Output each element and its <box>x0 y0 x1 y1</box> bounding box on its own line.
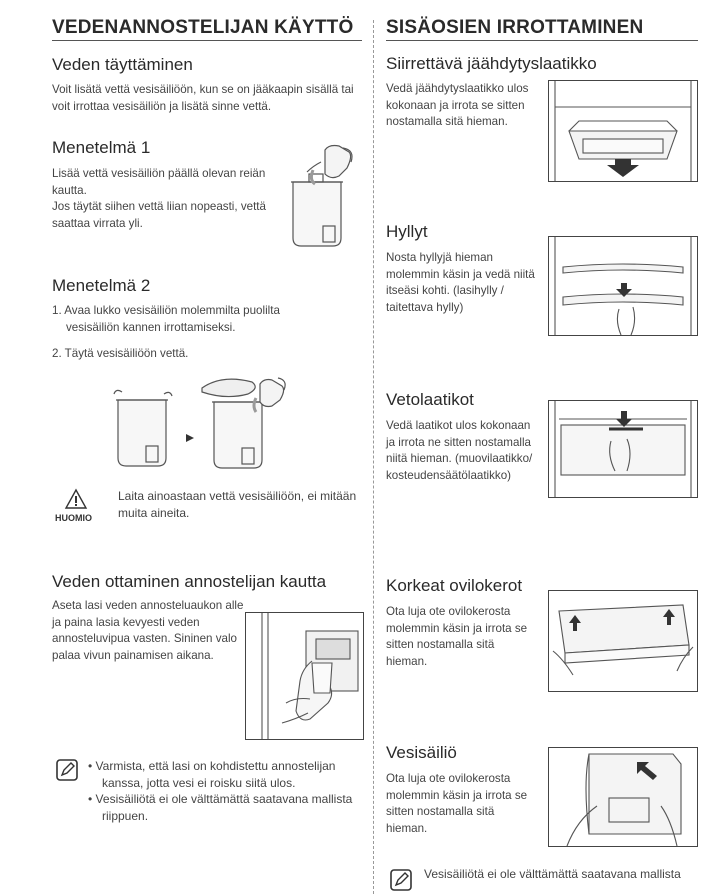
method1-illustration <box>283 140 363 252</box>
door-bins-heading: Korkeat ovilokerot <box>386 576 523 595</box>
chiller-drawer-illustration <box>548 80 698 182</box>
warning-icon <box>64 488 88 510</box>
caution-text: Laita ainoastaan vettä vesisäiliöön, ei mitään muita aineita. <box>118 489 357 520</box>
caution-label: HUOMIO <box>55 513 92 523</box>
door-bins-text: Ota luja ote ovilokerosta molemmin käsin ja irrota se sitten nostamalla sitä hieman. <box>386 605 528 668</box>
column-divider <box>373 20 374 894</box>
method2-step: 1. Avaa lukko vesisäiliön molemmilta puolilta vesisäiliön kannen irrottamiseksi. <box>52 304 280 334</box>
method2-step: 2. Täytä vesisäiliöön vettä. <box>52 347 189 360</box>
chiller-drawer-text: Vedä jäähdytyslaatikko ulos kokonaan ja irrota se sitten nostamalla sitä hieman. <box>386 82 529 128</box>
water-tank-illustration <box>548 747 698 847</box>
method2-steps <box>52 303 332 363</box>
note-item: • Varmista, että lasi on kohdistettu annostelijan kanssa, jotta vesi ei roisku siitä ulos. <box>88 759 336 790</box>
left-title-rule <box>52 40 362 41</box>
method1-heading: Menetelmä 1 <box>52 138 151 157</box>
method1-text <box>52 166 274 232</box>
note-item-text: Varmista, että lasi on kohdistettu annostelijan kanssa, jotta vesi ei roisku siitä ulos. <box>95 759 336 790</box>
drawers-illustration <box>548 400 698 498</box>
method2-heading: Menetelmä 2 <box>52 276 151 295</box>
right-title-rule <box>386 40 698 41</box>
dispense-heading: Veden ottaminen annostelijan kautta <box>52 572 327 591</box>
drawers-text: Vedä laatikot ulos kokonaan ja irrota ne sitten nostamalla niitä hieman. (muovilaatikko/ kosteudensäätölaatikko) <box>386 419 533 482</box>
shelves-heading: Hyllyt <box>386 222 428 241</box>
water-tank-heading: Vesisäiliö <box>386 743 457 762</box>
method2-illustration <box>110 372 310 472</box>
chiller-drawer-heading: Siirrettävä jäähdytyslaatikko <box>386 54 597 73</box>
method1-line: Jos täytät siihen vettä liian nopeasti, vettä saattaa virrata yli. <box>52 200 266 230</box>
right-section-title: SISÄOSIEN IRROTTAMINEN <box>386 17 644 38</box>
fill-heading: Veden täyttäminen <box>52 55 193 74</box>
method1-line: Lisää vettä vesisäiliön päällä olevan reiän kautta. <box>52 167 266 197</box>
note-item: • Vesisäiliötä ei ole välttämättä saatavana mallista riippuen. <box>88 792 353 823</box>
shelves-text: Nosta hyllyjä hieman molemmin käsin ja vedä niitä itseäsi kohti. (lasihylly / taitettava hylly) <box>386 251 535 314</box>
left-section-title: VEDENANNOSTELIJAN KÄYTTÖ <box>52 17 354 38</box>
fill-text: Voit lisätä vettä vesisäiliöön, kun se on jääkaapin sisällä tai voit irrottaa vesisäiliön ja lisätä sinne vettä. <box>52 83 354 113</box>
note-item-text: Vesisäiliötä ei ole välttämättä saatavana mallista riippuen. <box>95 792 353 823</box>
water-tank-text: Ota luja ote ovilokerosta molemmin käsin ja irrota se sitten nostamalla sitä hieman. <box>386 772 528 835</box>
shelves-illustration <box>548 236 698 336</box>
door-bins-illustration <box>548 590 698 692</box>
dispense-illustration <box>245 612 364 740</box>
right-note-text: Vesisäiliötä ei ole välttämättä saatavana mallista <box>424 867 681 881</box>
notes-list <box>88 758 363 824</box>
dispense-text: Aseta lasi veden annosteluaukon alle ja paina lasia kevyesti veden annosteluvipua vasten. Sininen valo palaa vivun painamisen aikana. <box>52 599 244 662</box>
note-icon <box>389 868 413 892</box>
drawers-heading: Vetolaatikot <box>386 390 474 409</box>
note-icon <box>55 758 79 782</box>
